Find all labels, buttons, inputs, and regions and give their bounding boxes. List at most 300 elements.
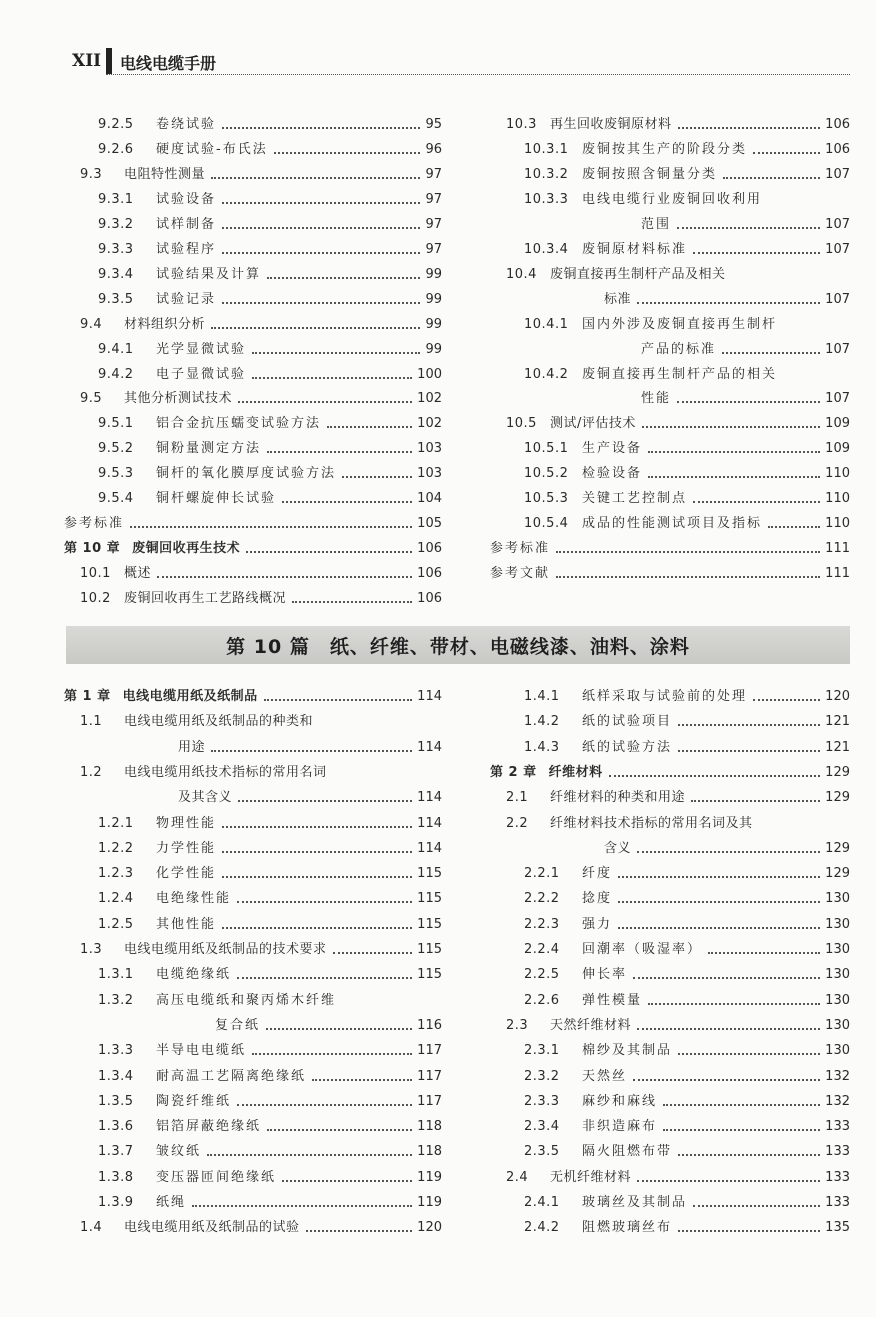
toc-section-number: 9.5.2 <box>98 441 134 457</box>
toc-entry-title: 国内外涉及废铜直接再生制杆 <box>582 316 778 332</box>
toc-entry-title: 铜杆螺旋伸长试验 <box>156 491 277 507</box>
toc-entry-title: 试样制备 <box>156 216 217 232</box>
toc-page-number: 130 <box>825 916 850 932</box>
toc-entry <box>64 960 442 984</box>
toc-entry <box>64 110 442 134</box>
toc-entry <box>490 733 850 757</box>
toc-entry-title: 纤维材料技术指标的常用名词及其 <box>550 815 753 831</box>
toc-entry <box>490 682 850 706</box>
toc-entry <box>64 210 442 234</box>
toc-entry <box>490 160 850 184</box>
toc-entry-title: 硬度试验-布氏法 <box>156 141 268 157</box>
toc-entry <box>64 1062 442 1086</box>
toc-entry <box>64 733 442 757</box>
toc-entry-title: 物理性能 <box>156 815 217 831</box>
toc-page-number: 102 <box>417 391 442 407</box>
dot-leader <box>691 800 820 802</box>
dot-leader <box>222 252 420 254</box>
toc-entry-title: 无机纤维材料 <box>550 1169 632 1185</box>
toc-entry-title: 纤度 <box>582 866 613 882</box>
toc-entry <box>490 960 850 984</box>
toc-entry-title: 棉纱及其制品 <box>582 1043 673 1059</box>
toc-entry-title: 生产设备 <box>582 441 643 457</box>
dot-leader <box>222 302 420 304</box>
toc-section-number: 1.3.2 <box>98 992 134 1008</box>
toc-section-number: 10.3.4 <box>524 241 569 257</box>
dot-leader <box>678 1230 820 1232</box>
toc-page-number: 132 <box>825 1093 850 1109</box>
toc-page-number: 106 <box>825 141 850 157</box>
toc-entry <box>490 859 850 883</box>
toc-section-number: 1.3.9 <box>98 1195 134 1210</box>
toc-page-number: 129 <box>825 790 850 806</box>
toc-entry <box>490 409 850 433</box>
toc-entry-title: 阻燃玻璃丝布 <box>582 1220 673 1236</box>
toc-entry-title: 陶瓷纤维纸 <box>156 1093 232 1109</box>
toc-chapter-number: 第 2 章 <box>490 764 537 780</box>
toc-page-number: 116 <box>417 1017 442 1033</box>
toc-entry <box>64 910 442 934</box>
toc-entry-title: 强力 <box>582 916 613 932</box>
toc-section-number: 2.2.4 <box>524 942 560 957</box>
toc-entry <box>490 1112 850 1136</box>
toc-entry-title: 标准 <box>604 291 632 307</box>
dot-leader <box>722 352 820 354</box>
dot-leader <box>306 1230 413 1232</box>
toc-page-number: 121 <box>825 739 850 755</box>
toc-entry <box>490 310 850 334</box>
toc-entry <box>490 758 850 782</box>
toc-entry-title: 伸长率 <box>582 967 628 983</box>
toc-section-number: 1.3.3 <box>98 1043 134 1059</box>
toc-section-number: 9.3.5 <box>98 291 134 307</box>
toc-page-number: 104 <box>417 491 442 507</box>
toc-section-number: 1.2.4 <box>98 891 134 907</box>
page-number: XII <box>72 51 102 71</box>
dot-leader <box>633 977 820 979</box>
toc-page-number: 102 <box>417 416 442 432</box>
toc-page-number: 97 <box>425 191 442 207</box>
toc-entry-title: 复合纸 <box>215 1017 261 1033</box>
toc-entry <box>490 1036 850 1060</box>
toc-entry-title: 废铜按照含铜量分类 <box>582 166 718 182</box>
dot-leader <box>609 775 821 777</box>
toc-section-number: 10.5 <box>506 416 537 432</box>
dot-leader <box>633 1079 820 1081</box>
toc-entry <box>64 335 442 359</box>
toc-entry <box>490 185 850 209</box>
toc-page-number: 107 <box>825 341 850 357</box>
toc-entry-title: 其他分析测试技术 <box>124 391 233 407</box>
dot-leader <box>663 1104 820 1106</box>
toc-entry <box>64 1163 442 1187</box>
dot-leader <box>637 302 820 304</box>
dot-leader <box>556 576 820 578</box>
toc-page-number: 118 <box>417 1144 442 1160</box>
dot-leader <box>222 826 412 828</box>
toc-entry <box>64 584 442 608</box>
dot-leader <box>238 401 412 403</box>
toc-entry <box>64 185 442 209</box>
toc-page-number: 120 <box>825 689 850 704</box>
dot-leader <box>637 1180 820 1182</box>
dot-leader <box>211 327 420 329</box>
toc-entry-title: 电子显微试验 <box>156 366 247 382</box>
toc-page-number: 95 <box>425 117 442 132</box>
toc-entry <box>490 559 850 583</box>
toc-page-number: 106 <box>417 541 442 557</box>
toc-entry <box>64 1188 442 1212</box>
toc-entry-title: 材料组织分析 <box>124 316 206 332</box>
toc-page-number: 115 <box>417 942 442 957</box>
toc-page-number: 132 <box>825 1068 850 1084</box>
toc-entry-title: 再生回收废铜原材料 <box>550 117 672 132</box>
section-banner-title: 第 10 篇 纸、纤维、带材、电磁线漆、油料、涂料 <box>226 635 690 658</box>
toc-section-number: 10.3 <box>506 117 537 132</box>
toc-page-number: 99 <box>425 266 442 282</box>
toc-entry-title: 光学显微试验 <box>156 341 247 357</box>
dot-leader <box>723 177 820 179</box>
toc-entry <box>64 783 442 807</box>
dot-leader <box>637 851 820 853</box>
toc-entry <box>490 210 850 234</box>
toc-chapter-number: 第 1 章 <box>64 689 111 704</box>
toc-entry-title: 用途 <box>178 739 206 755</box>
toc-entry <box>490 1137 850 1161</box>
dot-leader <box>678 750 820 752</box>
toc-page-number: 114 <box>417 840 442 856</box>
toc-entry <box>490 110 850 134</box>
header-bar <box>106 48 112 74</box>
toc-entry <box>64 509 442 533</box>
toc-entry <box>64 758 442 782</box>
toc-entry <box>64 534 442 558</box>
toc-section-number: 2.3.3 <box>524 1093 560 1109</box>
toc-entry <box>490 434 850 458</box>
toc-section-number: 1.2.1 <box>98 815 134 831</box>
toc-entry <box>490 707 850 731</box>
dot-leader <box>618 901 820 903</box>
dot-leader <box>282 501 412 503</box>
toc-section-number: 2.1 <box>506 790 529 806</box>
toc-entry-title: 废铜原材料标准 <box>582 241 688 257</box>
toc-page-number: 103 <box>417 466 442 482</box>
toc-entry-title: 废铜直接再生制杆产品的相关 <box>582 366 778 382</box>
toc-page-number: 107 <box>825 216 850 232</box>
toc-entry-title: 电线电缆用纸及纸制品的技术要求 <box>124 942 327 957</box>
toc-page-number: 103 <box>417 441 442 457</box>
toc-entry <box>64 459 442 483</box>
toc-section-number: 1.3.6 <box>98 1119 134 1135</box>
toc-page-number: 109 <box>825 441 850 457</box>
toc-page-number: 115 <box>417 891 442 907</box>
toc-entry-title: 测试/评估技术 <box>550 416 636 432</box>
toc-entry-title: 纸样采取与试验前的处理 <box>582 689 748 704</box>
toc-page-number: 115 <box>417 916 442 932</box>
toc-entry-title: 电线电缆行业废铜回收利用 <box>582 191 763 207</box>
toc-page-number: 120 <box>417 1220 442 1236</box>
toc-entry <box>64 809 442 833</box>
dot-leader <box>556 551 820 553</box>
toc-page-number: 96 <box>425 141 442 157</box>
toc-entry-title: 纸的试验方法 <box>582 739 673 755</box>
toc-entry-title: 参考标准 <box>64 516 125 532</box>
toc-section-number: 1.1 <box>80 714 103 730</box>
toc-entry <box>64 1213 442 1237</box>
toc-entry-title: 力学性能 <box>156 840 217 856</box>
toc-section-number: 2.3.4 <box>524 1119 560 1135</box>
toc-entry <box>490 360 850 384</box>
dot-leader <box>312 1079 412 1081</box>
toc-entry <box>490 509 850 533</box>
toc-page-number: 107 <box>825 166 850 182</box>
toc-page-number: 97 <box>425 166 442 182</box>
toc-entry-title: 铝箔屏蔽绝缘纸 <box>156 1119 262 1135</box>
toc-section-number: 2.3.2 <box>524 1068 560 1084</box>
toc-page-number: 117 <box>417 1093 442 1109</box>
toc-page-number: 133 <box>825 1119 850 1135</box>
toc-entry-title: 捻度 <box>582 891 613 907</box>
toc-section-number: 9.5.3 <box>98 466 134 482</box>
toc-page-number: 114 <box>417 815 442 831</box>
dot-leader <box>222 851 412 853</box>
toc-section-number: 9.3.3 <box>98 241 134 257</box>
toc-section-number: 10.5.4 <box>524 516 569 532</box>
toc-entry <box>64 559 442 583</box>
toc-entry <box>490 534 850 558</box>
toc-page-number: 100 <box>417 366 442 382</box>
toc-section-number: 9.2.5 <box>98 117 134 132</box>
dot-leader <box>708 952 820 954</box>
dot-leader <box>237 1104 412 1106</box>
toc-section-number: 2.4 <box>506 1169 529 1185</box>
toc-entry <box>64 859 442 883</box>
toc-entry-title: 试验程序 <box>156 241 217 257</box>
dot-leader <box>648 476 820 478</box>
toc-page-number: 99 <box>425 291 442 307</box>
dot-leader <box>130 526 412 528</box>
toc-page-number: 99 <box>425 316 442 332</box>
toc-section-number: 2.2.2 <box>524 891 560 907</box>
toc-section-number: 1.4.3 <box>524 739 560 755</box>
toc-entry-title: 废铜直接再生制杆产品及相关 <box>550 266 726 282</box>
toc-section-number: 10.4.1 <box>524 316 569 332</box>
toc-entry-title: 铜粉量测定方法 <box>156 441 262 457</box>
toc-entry-title: 参考文献 <box>490 566 551 582</box>
toc-entry-title: 回潮率（吸湿率） <box>582 942 703 957</box>
dot-leader <box>157 576 412 578</box>
toc-page-number: 115 <box>417 967 442 983</box>
toc-entry <box>64 986 442 1010</box>
toc-entry-title: 概述 <box>124 566 152 582</box>
toc-entry-title: 皱纹纸 <box>156 1144 202 1160</box>
dot-leader <box>267 277 420 279</box>
toc-entry <box>64 1087 442 1111</box>
toc-section-number: 1.3 <box>80 942 103 957</box>
toc-entry <box>64 1137 442 1161</box>
dot-leader <box>753 152 820 154</box>
toc-section-number: 1.3.4 <box>98 1068 134 1084</box>
toc-section-number: 1.3.1 <box>98 967 134 983</box>
toc-entry <box>64 484 442 508</box>
dot-leader <box>678 1154 820 1156</box>
dot-leader <box>267 1129 412 1131</box>
toc-entry <box>64 135 442 159</box>
toc-section-number: 2.2.5 <box>524 967 560 983</box>
toc-section-number: 2.4.1 <box>524 1195 560 1210</box>
toc-entry <box>64 1112 442 1136</box>
dot-leader <box>333 952 413 954</box>
dot-leader <box>768 526 820 528</box>
toc-section-number: 1.3.8 <box>98 1169 134 1185</box>
dot-leader <box>192 1205 412 1207</box>
toc-page-number: 115 <box>417 866 442 882</box>
toc-section-number: 10.5.1 <box>524 441 569 457</box>
toc-entry-title: 铜杆的氧化膜厚度试验方法 <box>156 466 337 482</box>
toc-entry <box>64 434 442 458</box>
toc-entry <box>490 1188 850 1212</box>
toc-entry-title: 关键工艺控制点 <box>582 491 688 507</box>
toc-entry <box>490 935 850 959</box>
toc-entry-title: 电缆绝缘纸 <box>156 967 232 983</box>
dot-leader <box>222 227 420 229</box>
toc-entry-title: 铝合金抗压蠕变试验方法 <box>156 416 322 432</box>
dot-leader <box>648 451 820 453</box>
toc-section-number: 1.2.5 <box>98 916 134 932</box>
toc-entry-title: 试验结果及计算 <box>156 266 262 282</box>
toc-entry-title: 玻璃丝及其制品 <box>582 1195 688 1210</box>
toc-entry <box>64 1011 442 1035</box>
toc-section-number: 9.4 <box>80 316 103 332</box>
toc-entry-title: 废铜回收再生技术 <box>132 541 241 557</box>
toc-entry-title: 其他性能 <box>156 916 217 932</box>
toc-entry-title: 电线电缆用纸及纸制品 <box>122 689 258 704</box>
toc-page-number: 106 <box>417 591 442 607</box>
toc-entry <box>64 160 442 184</box>
dot-leader <box>246 551 412 553</box>
toc-entry <box>64 884 442 908</box>
toc-page-number: 107 <box>825 391 850 407</box>
dot-leader <box>753 699 820 701</box>
toc-entry-title: 麻纱和麻线 <box>582 1093 658 1109</box>
toc-section-number: 10.4 <box>506 266 537 282</box>
toc-entry <box>64 707 442 731</box>
toc-entry <box>64 360 442 384</box>
toc-entry <box>64 310 442 334</box>
toc-page-number: 114 <box>417 689 442 704</box>
toc-section-number: 9.5.4 <box>98 491 134 507</box>
toc-page-number: 118 <box>417 1119 442 1135</box>
toc-entry <box>490 809 850 833</box>
toc-section-number: 1.4.1 <box>524 689 560 704</box>
toc-page-number: 119 <box>417 1195 442 1210</box>
toc-entry <box>490 783 850 807</box>
dot-leader <box>264 699 413 701</box>
dot-leader <box>252 352 420 354</box>
toc-entry <box>64 384 442 408</box>
toc-section-number: 9.5.1 <box>98 416 134 432</box>
toc-page-number: 106 <box>417 566 442 582</box>
toc-page-number: 117 <box>417 1068 442 1084</box>
toc-entry-title: 性能 <box>641 391 672 407</box>
toc-page-number: 133 <box>825 1169 850 1185</box>
page-header <box>72 48 850 76</box>
toc-section-number: 9.4.2 <box>98 366 134 382</box>
toc-entry <box>490 135 850 159</box>
toc-page-number: 110 <box>825 466 850 482</box>
toc-section-number: 2.3.1 <box>524 1043 560 1059</box>
toc-section-number: 1.2.3 <box>98 866 134 882</box>
toc-section-number: 10.2 <box>80 591 111 607</box>
toc-page-number: 121 <box>825 714 850 730</box>
dot-leader <box>637 1028 820 1030</box>
toc-section-number: 9.3 <box>80 166 103 182</box>
toc-entry <box>490 335 850 359</box>
toc-page-number: 129 <box>825 866 850 882</box>
dot-leader <box>678 1053 820 1055</box>
toc-section-number: 10.3.2 <box>524 166 569 182</box>
toc-section-number: 2.2 <box>506 815 529 831</box>
toc-page-number: 114 <box>417 790 442 806</box>
toc-section-number: 2.2.3 <box>524 916 560 932</box>
toc-entry <box>64 285 442 309</box>
toc-chapter-number: 第 10 章 <box>64 541 121 557</box>
toc-page-number: 130 <box>825 992 850 1008</box>
toc-page-number: 99 <box>425 341 442 357</box>
dot-leader <box>677 401 820 403</box>
toc-page-number: 130 <box>825 1043 850 1059</box>
toc-section-number: 9.4.1 <box>98 341 134 357</box>
toc-entry <box>490 484 850 508</box>
toc-page-number: 130 <box>825 1017 850 1033</box>
toc-page-number: 97 <box>425 241 442 257</box>
dot-leader <box>677 227 820 229</box>
toc-entry-title: 天然丝 <box>582 1068 628 1084</box>
toc-section-number: 1.3.7 <box>98 1144 134 1160</box>
toc-page-number: 110 <box>825 516 850 532</box>
toc-entry-title: 产品的标准 <box>641 341 717 357</box>
toc-entry-title: 及其含义 <box>178 790 233 806</box>
toc-entry-title: 非织造麻布 <box>582 1119 658 1135</box>
toc-entry-title: 试验设备 <box>156 191 217 207</box>
toc-page-number: 109 <box>825 416 850 432</box>
toc-entry <box>64 682 442 706</box>
toc-section-number: 2.2.1 <box>524 866 560 882</box>
toc-entry-title: 变压器匝间绝缘纸 <box>156 1169 277 1185</box>
toc-section-number: 9.2.6 <box>98 141 134 157</box>
toc-page-number: 97 <box>425 216 442 232</box>
toc-section-number: 1.4.2 <box>524 714 560 730</box>
toc-page-number: 135 <box>825 1220 850 1236</box>
toc-section-number: 1.3.5 <box>98 1093 134 1109</box>
toc-entry-title: 电线电缆用纸及纸制品的试验 <box>124 1220 300 1236</box>
toc-page-number: 130 <box>825 967 850 983</box>
toc-page-number: 107 <box>825 291 850 307</box>
toc-section-number: 9.3.2 <box>98 216 134 232</box>
dot-leader <box>238 800 412 802</box>
toc-entry-title: 隔火阻燃布带 <box>582 1144 673 1160</box>
toc-page-number: 107 <box>825 241 850 257</box>
dot-leader <box>237 901 412 903</box>
toc-section-number: 1.4 <box>80 1220 103 1236</box>
toc-entry <box>490 834 850 858</box>
toc-page-number: 130 <box>825 891 850 907</box>
toc-section-number: 2.2.6 <box>524 992 560 1008</box>
dot-leader <box>618 876 820 878</box>
toc-entry-title: 成品的性能测试项目及指标 <box>582 516 763 532</box>
toc-entry <box>64 260 442 284</box>
toc-entry-title: 含义 <box>604 840 632 856</box>
